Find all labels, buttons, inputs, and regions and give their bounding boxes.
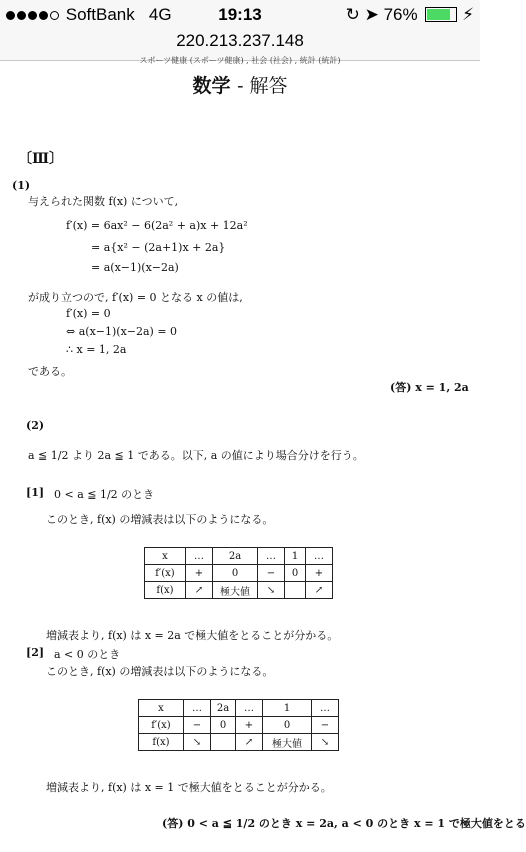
- title-main: 数学: [192, 75, 231, 97]
- part1-intro: 与えられた関数 f(x) について,: [28, 195, 179, 208]
- case1-condition: 0 < a ≦ 1/2 のとき: [54, 488, 155, 501]
- table-cell: ↗: [236, 734, 263, 751]
- table-cell: +: [306, 565, 333, 582]
- charging-bolt-icon: ⚡: [462, 5, 474, 24]
- table-row: [145, 565, 333, 582]
- table-cell: 極大値: [213, 582, 258, 599]
- table-row: [139, 734, 339, 751]
- case1-result: 増減表より, f(x) は x = 2a で極大値をとることが分かる。: [46, 629, 339, 642]
- table-cell: +: [186, 565, 213, 582]
- url-text[interactable]: 220.213.237.148: [176, 31, 304, 50]
- table-cell: …: [258, 548, 285, 565]
- network-type: 4G: [148, 5, 172, 24]
- table-cell: ↘: [258, 582, 285, 599]
- table-cell: …: [306, 548, 333, 565]
- title-sub: - 解答: [237, 75, 288, 97]
- table-cell: x: [145, 548, 186, 565]
- table-cell: ↘: [312, 734, 339, 751]
- table-cell: 0: [213, 565, 258, 582]
- case2-text: このとき, f(x) の増減表は以下のようになる。: [46, 665, 274, 678]
- table-cell: 0: [263, 717, 312, 734]
- table-cell: +: [236, 717, 263, 734]
- case2-result: 増減表より, f(x) は x = 1 で極大値をとることが分かる。: [46, 781, 332, 794]
- table-row: [139, 717, 339, 734]
- equation-6: ∴ x = 1, 2a: [66, 343, 127, 356]
- table-cell: [211, 734, 236, 751]
- part1-end: である。: [28, 365, 72, 378]
- table-cell: 2a: [211, 700, 236, 717]
- table-row: [139, 700, 339, 717]
- rotation-lock-icon: ↻: [345, 5, 360, 24]
- table-cell: 2a: [213, 548, 258, 565]
- table-cell: …: [236, 700, 263, 717]
- table-cell: 極大値: [263, 734, 312, 751]
- section-number: 〔Ⅲ〕: [18, 151, 64, 167]
- equation-3: = a(x−1)(x−2a): [91, 261, 179, 274]
- clock: 19:13: [218, 5, 262, 24]
- table-cell: 1: [263, 700, 312, 717]
- table-cell: ↗: [306, 582, 333, 599]
- table-cell: ↗: [186, 582, 213, 599]
- table-cell: 1: [285, 548, 306, 565]
- table-cell: …: [184, 700, 211, 717]
- table-cell: f(x): [145, 582, 186, 599]
- increase-decrease-table-1: [144, 547, 333, 599]
- table-cell: 0: [211, 717, 236, 734]
- table-row: [145, 582, 333, 599]
- equation-5: ⇔ a(x−1)(x−2a) = 0: [66, 325, 178, 338]
- page-title: [0, 71, 480, 98]
- doc-header: スポーツ健康 (スポーツ健康) , 社会 (社会) , 統計 (統計): [139, 56, 341, 65]
- table-cell: …: [312, 700, 339, 717]
- part2-label: (2): [26, 419, 45, 432]
- table-row: [145, 548, 333, 565]
- part2-intro: a ≦ 1/2 より 2a ≦ 1 である。以下, a の値により場合分けを行う。: [28, 449, 364, 462]
- table-cell: −: [258, 565, 285, 582]
- table-cell: f′(x): [145, 565, 186, 582]
- document-page: [0, 56, 526, 852]
- answer-1: (答) x = 1, 2a: [390, 381, 469, 394]
- table-cell: f(x): [139, 734, 184, 751]
- table-cell: 0: [285, 565, 306, 582]
- equation-2: = a{x² − (2a+1)x + 2a}: [91, 241, 226, 254]
- table-cell: −: [312, 717, 339, 734]
- location-arrow-icon: ➤: [364, 5, 379, 24]
- status-bar: [0, 0, 480, 30]
- case1-text: このとき, f(x) の増減表は以下のようになる。: [46, 513, 274, 526]
- part1-mid: が成り立つので, f′(x) = 0 となる x の値は,: [28, 291, 243, 304]
- battery-icon: [425, 7, 457, 22]
- increase-decrease-table-2: [138, 699, 339, 751]
- answer-2: (答) 0 < a ≦ 1/2 のとき x = 2a, a < 0 のとき x = 1 で極大値をとる: [162, 817, 526, 830]
- status-right: [346, 5, 474, 25]
- table-cell: x: [139, 700, 184, 717]
- carrier-name: SoftBank: [65, 5, 135, 24]
- battery-percent: 76%: [383, 5, 418, 24]
- part1-label: (1): [12, 179, 31, 192]
- table-cell: ↘: [184, 734, 211, 751]
- equation-1: f′(x) = 6ax² − 6(2a² + a)x + 12a²: [66, 219, 248, 232]
- equation-4: f′(x) = 0: [66, 307, 111, 320]
- case2-condition: a < 0 のとき: [54, 648, 121, 661]
- case2-label: [2]: [26, 646, 45, 659]
- table-cell: f′(x): [139, 717, 184, 734]
- table-cell: …: [186, 548, 213, 565]
- case1-label: [1]: [26, 486, 45, 499]
- table-cell: [285, 582, 306, 599]
- table-cell: −: [184, 717, 211, 734]
